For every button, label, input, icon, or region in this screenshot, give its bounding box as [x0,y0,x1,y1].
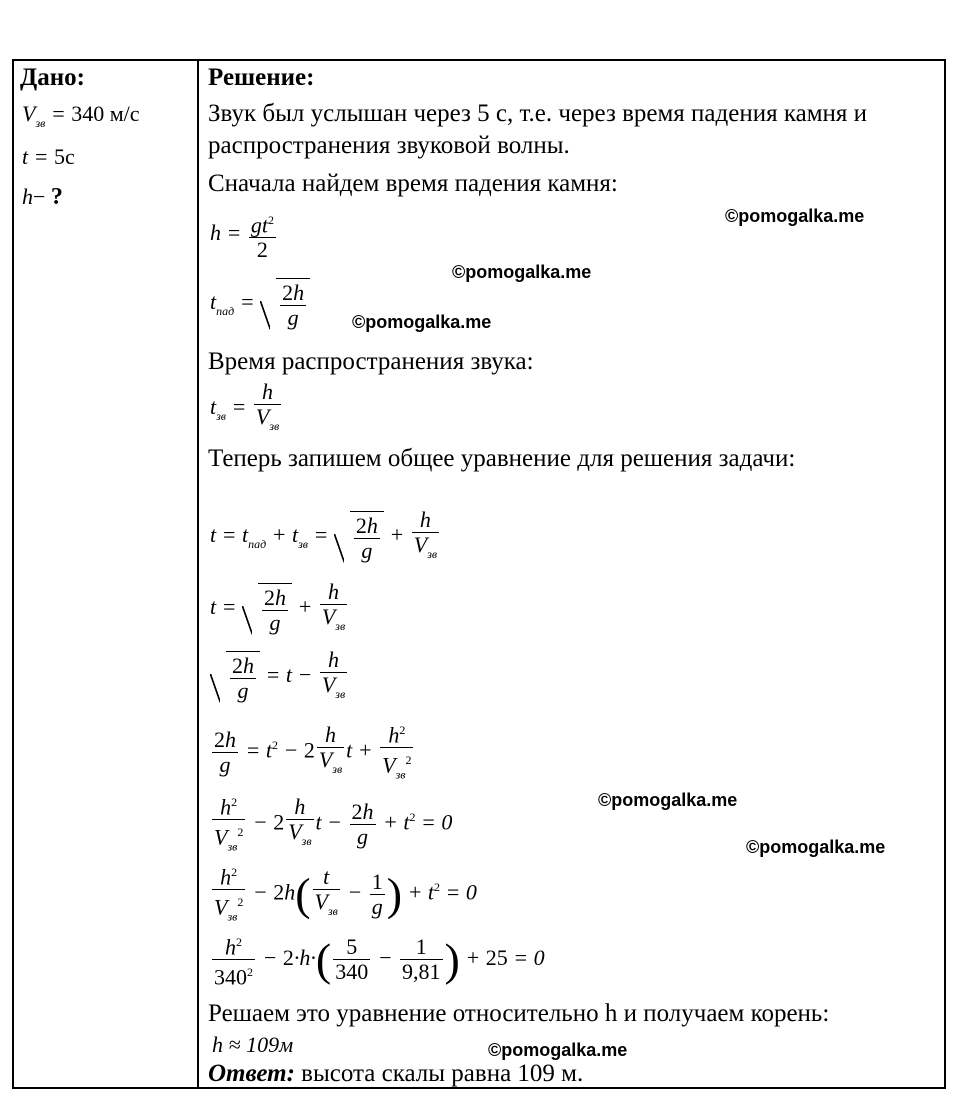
solution-title: Решение: [208,64,315,91]
formula-step-1: t = $\frac{2h}{g}$ + $\frac{h}{V_{зв}}$ [210,579,346,635]
solution-paragraph-4: Теперь запишем общее уравнение для решения задачи: [208,445,796,472]
solution-paragraph-5: Решаем это уравнение относительно h и получаем корень: [208,1000,830,1027]
formula-step-2: $\frac{2h}{g}$ = t − $\frac{h}{V_{зв}}$ [210,648,349,706]
formula-step-3: $\frac{2h}{g}$ = $t^2 - 2$ $\frac{h}{V_{зв}}$ t + $\frac{h^2}{V_{зв}^2}$ [210,718,415,787]
watermark-3: ©pomogalka.me [352,312,492,332]
formula-fall-time: $t_{пад}$ = $\frac{2h}{g}$ [210,278,310,330]
given-speed: $V_{зв} = 340$ м/с [22,101,140,130]
watermark-6: ©pomogalka.me [488,1040,628,1060]
given-time: t = 5с [22,144,75,169]
solution-paragraph-2: Сначала найдем время падения камня: [208,170,618,197]
formula-step-5: $\frac{h^2}{V_{зв}^2}$ − 2h( $\frac{t}{V_{зв}}$ − $\frac{1}{g}$ ) + $t^2 = 0$ [210,860,477,929]
formula-sound-time: $t_{зв}$ = $\frac{h}{V_{зв}}$ [210,379,280,433]
watermark-5: ©pomogalka.me [746,837,886,857]
solution-paragraph-1-line-1: Звук был услышан через 5 с, т.е. через время падения камня и [208,100,868,127]
column-divider [197,59,199,1089]
watermark-2: ©pomogalka.me [452,262,592,282]
formula-numeric: $\frac{h^2}{340^2}$ − 2·h·( $\frac{5}{340}$ − $\frac{1}{9,81}$ ) + 25 = 0 [210,930,545,990]
solution-paragraph-1-line-2: распространения звуковой волны. [208,132,570,159]
result-value: h ≈ 109м [212,1032,294,1057]
formula-step-4: $\frac{h^2}{V_{зв}^2}$ − 2 $\frac{h}{V_{зв}}$ t − $\frac{2h}{g}$ + $t^2 = 0$ [210,790,452,859]
solution-paragraph-3: Время распространения звука: [208,348,534,375]
watermark-4: ©pomogalka.me [598,790,738,810]
answer-label: Ответ: [208,1060,295,1087]
answer-text: высота скалы равна 109 м. [294,1060,584,1087]
formula-fall-height: h = $\frac{gt^2}{2}$ [210,208,278,262]
watermark-1: ©pomogalka.me [725,206,865,226]
answer-line [208,1058,583,1090]
given-unknown: h− ? [22,184,63,210]
formula-total-time: $t = t_{пад} + t_{зв}$ = $\frac{2h}{g}$ + $\frac{h}{V_{зв}}$ [210,507,438,563]
given-title: Дано: [20,64,85,91]
